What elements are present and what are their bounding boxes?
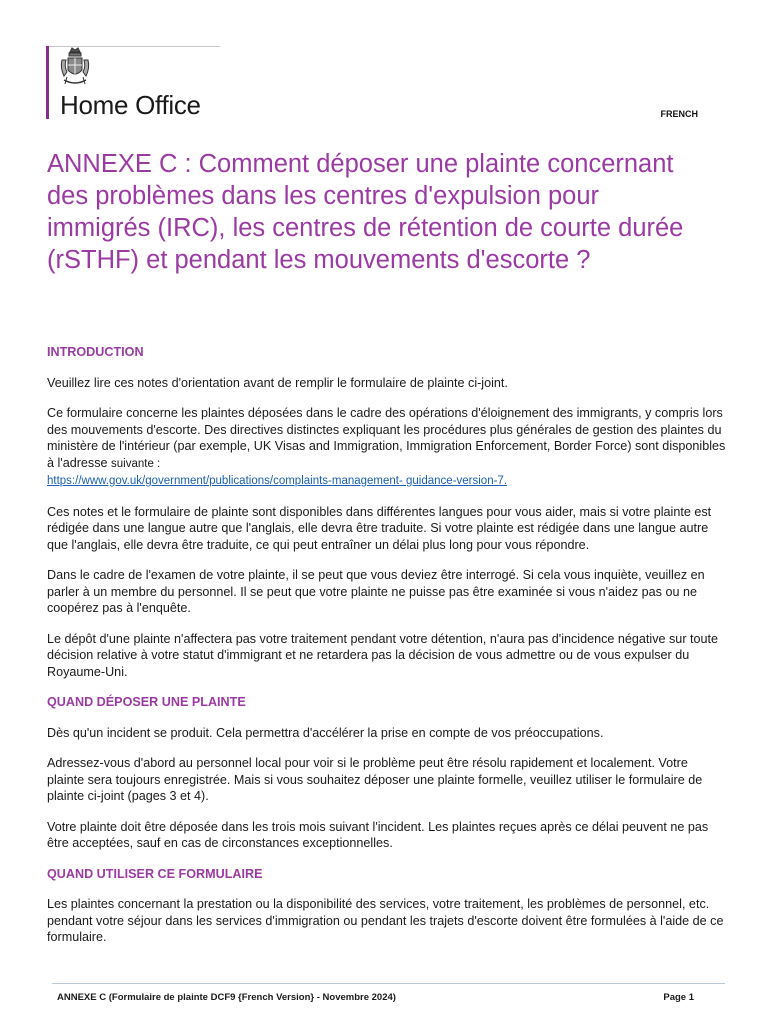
intro-paragraph-5: Le dépôt d'une plainte n'affectera pas votre traitement pendant votre détention, n'aura pas d'incidence négative sur toute décision relative à votre statut d'immigrant et ne retardera pas la décision de vous admettre ou de vous expulser du Royaume-Uni. xyxy=(47,631,719,679)
intro-paragraph-4: Dans le cadre de l'examen de votre plainte, il se peut que vous deviez être interrogé. Si cela vous inquiète, veuillez en parler à un membre du personnel. Il se peut que votre plainte ne puisse pas être examinée si vous n'aidez pas ou ne coopérez pas à l'enquête. xyxy=(47,568,705,615)
document-body xyxy=(47,344,727,960)
footer-document-reference: ANNEXE C (Formulaire de plainte DCF9 {French Version} - Novembre 2024) xyxy=(57,992,396,1003)
when-paragraph-2: Adressez-vous d'abord au personnel local pour voir si le problème peut être résolu rapidement et localement. Votre plainte sera toujours enregistrée. Mais si vous souhaitez déposer une plainte formelle, veuillez utiliser le formulaire de plainte ci-joint (pages 3 et 4). xyxy=(47,756,703,803)
intro-paragraph-1: Veuillez lire ces notes d'orientation avant de remplir le formulaire de plainte ci-joint. xyxy=(47,375,508,390)
section-heading-when: QUAND DÉPOSER UNE PLAINTE xyxy=(47,695,246,709)
logo-accent-bar xyxy=(46,46,49,119)
intro-paragraph-2 xyxy=(47,405,727,490)
footer-rule xyxy=(52,983,725,984)
intro-paragraph-2-text: Ce formulaire concerne les plaintes déposées dans le cadre des opérations d'éloignement des immigrants, y compris lors des mouvements d'escorte. Des directives distinctes expliquant les procédures plus générales de gestion des plaintes du ministère de l'intérieur (par exemple, UK Visas and Immigration, Immigration Enforcement, Border Force) sont disponibles à l'adresse xyxy=(47,406,726,470)
when-paragraph-3: Votre plainte doit être déposée dans les trois mois suivant l'incident. Les plaintes reçues après ce délai peuvent ne pas être acceptées, sauf en cas de circonstances exceptionnelles. xyxy=(47,819,709,850)
section-heading-introduction: INTRODUCTION xyxy=(47,345,144,359)
when-paragraph-1: Dès qu'un incident se produit. Cela permettra d'accélérer la prise en compte de vos préoccupations. xyxy=(47,725,604,740)
guidance-link[interactable]: https://www.gov.uk/government/publications/complaints-management- guidance-version-7. xyxy=(47,475,508,487)
intro-paragraph-3: Ces notes et le formulaire de plainte sont disponibles dans différentes langues pour vous aider, mais si votre plainte est rédigée dans une langue autre que l'anglais, elle devra être traduite. Si votre plainte est rédigée dans une langue autre que l'anglais, elle devra être traduite, ce qui peut entraîner un délai plus long pour vous répondre. xyxy=(47,504,712,552)
language-tag: FRENCH xyxy=(660,109,698,119)
use-paragraph-1: Les plaintes concernant la prestation ou la disponibilité des services, votre traitement, les problèmes de personnel, etc. pendant votre séjour dans les services d'immigration ou pendant les trajets d'escorte doivent être formulées à l'aide de ce formulaire. xyxy=(47,897,724,944)
document-title: ANNEXE C : Comment déposer une plainte concernant des problèmes dans les centres d'expulsion pour immigrés (IRC), les centres de rétention de courte durée (rSTHF) et pendant les mouvements d'escorte ? xyxy=(47,150,684,274)
organisation-name: Home Office xyxy=(60,90,201,120)
intro-paragraph-2-suffix: suivante : xyxy=(111,457,161,470)
section-heading-use: QUAND UTILISER CE FORMULAIRE xyxy=(47,866,263,881)
royal-crest-icon xyxy=(58,46,92,90)
footer-page-number: Page 1 xyxy=(663,992,694,1003)
